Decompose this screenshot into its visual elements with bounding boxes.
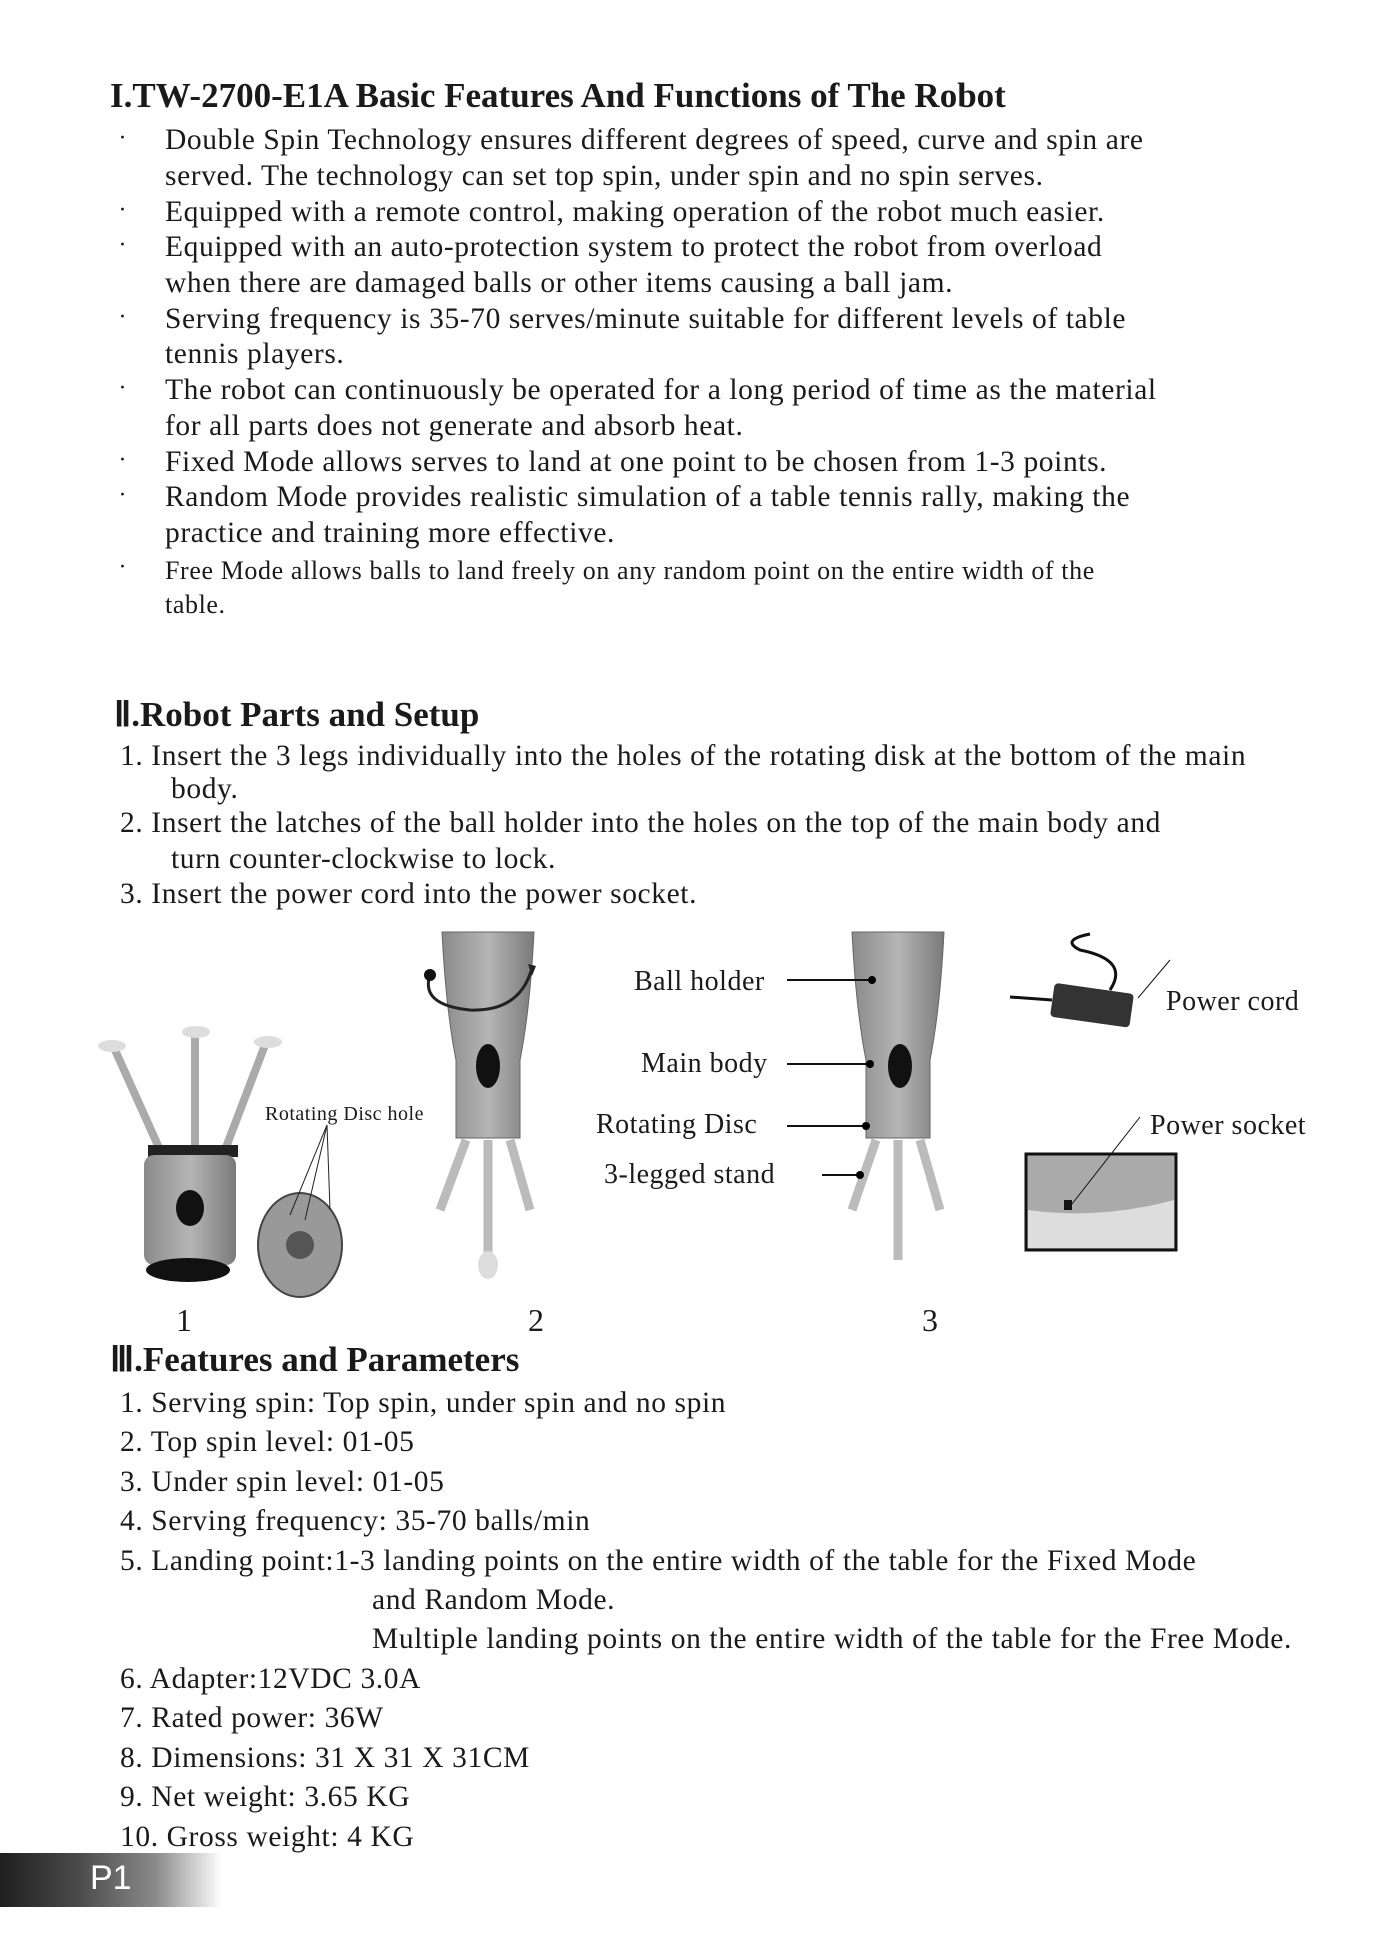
page-number: P1 bbox=[90, 1859, 132, 1897]
bullet: · bbox=[119, 198, 126, 223]
figure-number-2: 2 bbox=[528, 1302, 544, 1338]
list-item: Free Mode allows balls to land freely on any random point on the entire width of the bbox=[165, 556, 1095, 585]
setup-step: 2. Insert the latches of the ball holder into the holes on the top of the main body and bbox=[120, 807, 1162, 839]
parameter-item: 7. Rated power: 36W bbox=[120, 1702, 384, 1734]
list-item: tennis players. bbox=[165, 338, 345, 370]
power-cord-image bbox=[1010, 934, 1170, 1028]
list-item: Equipped with an auto-protection system to protect the robot from overload bbox=[165, 231, 1103, 263]
parameter-item: and Random Mode. bbox=[372, 1584, 616, 1616]
section3-heading: Ⅲ.Features and Parameters bbox=[110, 1340, 520, 1379]
list-item: The robot can continuously be operated for a long period of time as the material bbox=[165, 374, 1157, 406]
list-item: practice and training more effective. bbox=[165, 517, 616, 549]
label-power-socket: Power socket bbox=[1150, 1110, 1307, 1141]
parameter-item: Multiple landing points on the entire width of the table for the Free Mode. bbox=[372, 1623, 1292, 1655]
labeled-robot-image bbox=[787, 932, 944, 1260]
list-item: Double Spin Technology ensures different degrees of speed, curve and spin are bbox=[165, 124, 1144, 156]
section1-heading: I.TW-2700-E1A Basic Features And Functions of The Robot bbox=[110, 76, 1006, 115]
label-main-body: Main body bbox=[641, 1048, 768, 1079]
parameter-item: 4. Serving frequency: 35-70 balls/min bbox=[120, 1505, 591, 1537]
setup-step: turn counter-clockwise to lock. bbox=[171, 843, 557, 875]
bullet: · bbox=[119, 555, 126, 580]
bullet: · bbox=[119, 305, 126, 330]
label-ball-holder: Ball holder bbox=[634, 966, 765, 997]
list-item: table. bbox=[165, 590, 226, 619]
list-item: when there are damaged balls or other items causing a ball jam. bbox=[165, 267, 954, 299]
parameter-item: 9. Net weight: 3.65 KG bbox=[120, 1781, 411, 1813]
label-rotating-disc-hole: Rotating Disc hole bbox=[265, 1103, 424, 1125]
label-power-cord: Power cord bbox=[1166, 986, 1300, 1017]
list-item: Fixed Mode allows serves to land at one point to be chosen from 1-3 points. bbox=[165, 446, 1108, 478]
figure-number-3: 3 bbox=[922, 1302, 938, 1338]
list-item: Serving frequency is 35-70 serves/minute suitable for different levels of table bbox=[165, 303, 1127, 335]
label-rotating-disc: Rotating Disc bbox=[596, 1109, 758, 1140]
figure-number-1: 1 bbox=[176, 1302, 192, 1338]
bullet: · bbox=[119, 376, 126, 401]
parameter-item: 3. Under spin level: 01-05 bbox=[120, 1466, 445, 1498]
parameter-item: 8. Dimensions: 31 X 31 X 31CM bbox=[120, 1742, 530, 1774]
assembled-robot-image bbox=[424, 932, 536, 1279]
bullet: · bbox=[119, 233, 126, 258]
label-3-legged-stand: 3-legged stand bbox=[604, 1159, 776, 1190]
list-item: Equipped with a remote control, making operation of the robot much easier. bbox=[165, 196, 1105, 228]
disassembled-robot-image bbox=[98, 1026, 342, 1297]
parameter-item: 10. Gross weight: 4 KG bbox=[120, 1821, 415, 1853]
setup-step: 3. Insert the power cord into the power socket. bbox=[120, 878, 698, 910]
bullet: · bbox=[119, 483, 126, 508]
list-item: served. The technology can set top spin, under spin and no spin serves. bbox=[165, 160, 1044, 192]
list-item: Random Mode provides realistic simulation of a table tennis rally, making the bbox=[165, 481, 1131, 513]
setup-step: 1. Insert the 3 legs individually into the holes of the rotating disk at the bottom of the main bbox=[120, 740, 1247, 772]
parameter-item: 5. Landing point:1-3 landing points on the entire width of the table for the Fixed Mode bbox=[120, 1545, 1197, 1577]
parameter-item: 2. Top spin level: 01-05 bbox=[120, 1426, 415, 1458]
setup-step: body. bbox=[171, 773, 239, 805]
bullet: · bbox=[119, 126, 126, 151]
list-item: for all parts does not generate and absorb heat. bbox=[165, 410, 744, 442]
bullet: · bbox=[119, 448, 126, 473]
parameter-item: 6. Adapter:12VDC 3.0A bbox=[120, 1663, 422, 1695]
parameter-item: 1. Serving spin: Top spin, under spin and no spin bbox=[120, 1387, 727, 1419]
section2-heading: Ⅱ.Robot Parts and Setup bbox=[114, 695, 480, 734]
page-number-bar bbox=[0, 1853, 222, 1907]
